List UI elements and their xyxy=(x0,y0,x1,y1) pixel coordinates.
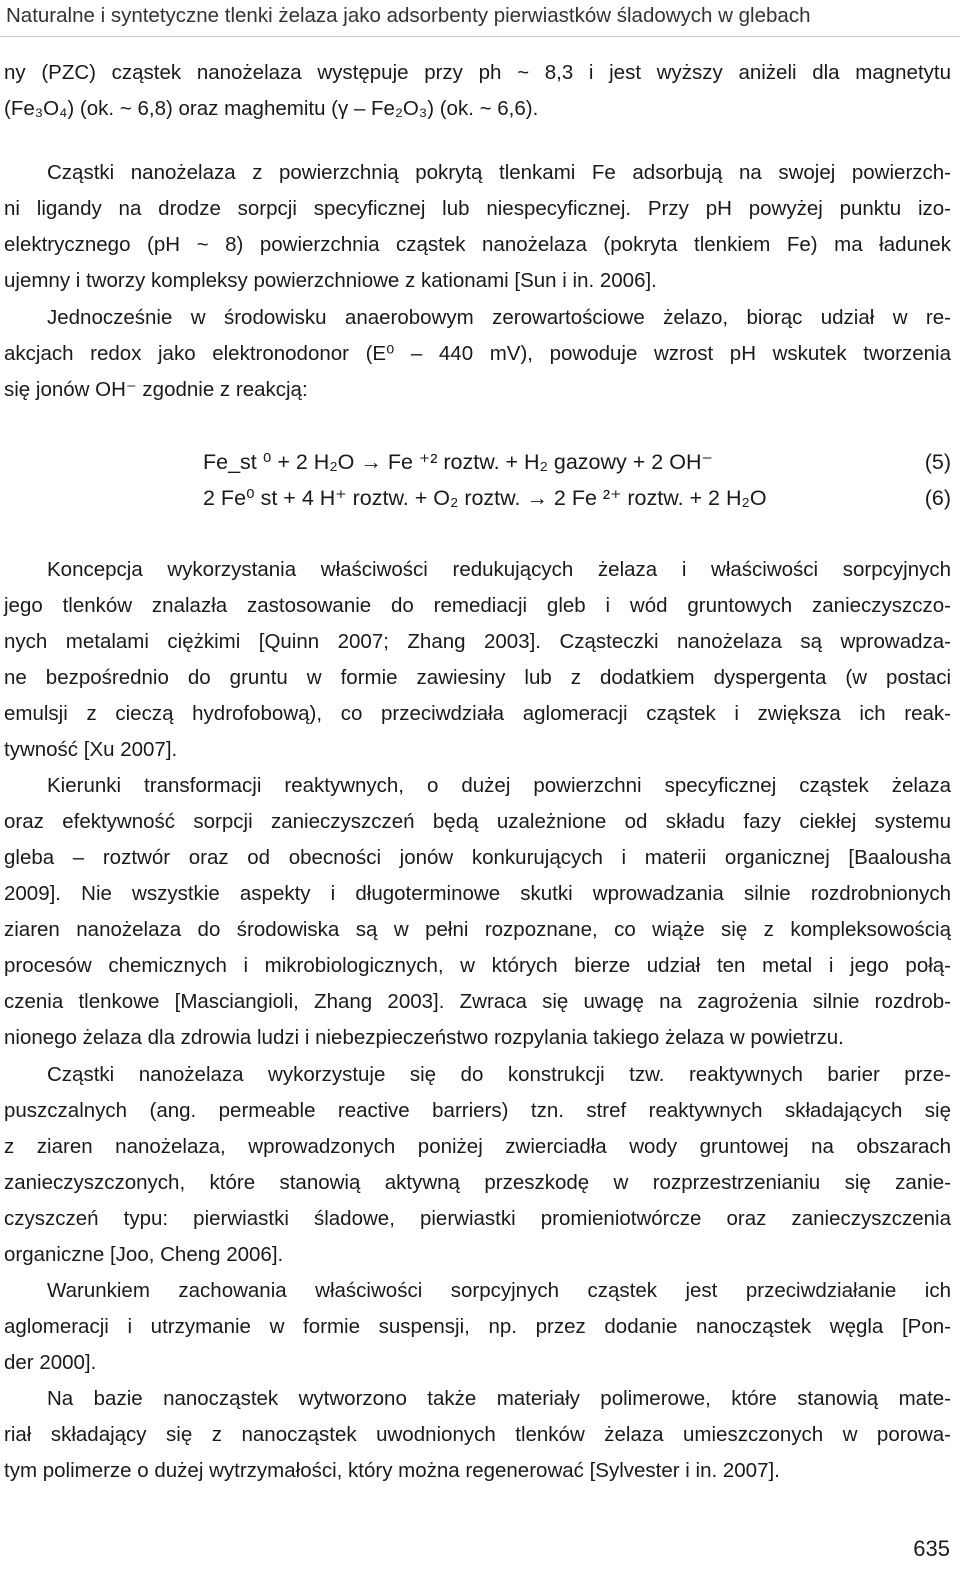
text-line: Warunkiem zachowania właściwości sorpcyjnych cząstek jest przeciwdziałanie ich xyxy=(47,1279,951,1302)
text-line: ny (PZC) cząstek nanożelaza występuje przy ph ~ 8,3 i jest wyższy aniżeli dla magnetytu xyxy=(4,61,951,84)
text-line: procesów chemicznych i mikrobiologicznych, w których bierze udział ten metal i jego połą- xyxy=(4,954,951,977)
text-line: aglomeracji i utrzymanie w formie suspensji, np. przez dodanie nanocząstek węgla [Pon- xyxy=(4,1315,951,1338)
equation-number-5: (5) xyxy=(924,450,951,474)
text-line: się jonów OH⁻ zgodnie z reakcją: xyxy=(4,378,308,401)
text-line: Cząstki nanożelaza z powierzchnią pokrytą tlenkami Fe adsorbują na swojej powierzch- xyxy=(47,161,951,184)
text-line: 2009]. Nie wszystkie aspekty i długoterminowe skutki wprowadzania silnie rozdrobnionych xyxy=(4,882,951,905)
text-line: nych metalami ciężkimi [Quinn 2007; Zhang 2003]. Cząsteczki nanożelaza są wprowadza- xyxy=(4,630,951,653)
text-line: tywność [Xu 2007]. xyxy=(4,738,178,761)
text-line: riał składający się z nanocząstek uwodnionych tlenków żelaza umieszczonych w porowa- xyxy=(4,1423,951,1446)
text-line: emulsji z cieczą hydrofobową), co przeciwdziała aglomeracji cząstek i zwiększa ich reak- xyxy=(4,702,951,725)
text-line: organiczne [Joo, Cheng 2006]. xyxy=(4,1243,284,1266)
text-line: puszczalnych (ang. permeable reactive barriers) tzn. stref reaktywnych składających się xyxy=(4,1099,951,1122)
text-line: Jednocześnie w środowisku anaerobowym zerowartościowe żelazo, biorąc udział w re- xyxy=(47,306,951,329)
text-line: ne bezpośrednio do gruntu w formie zawiesiny lub z dodatkiem dyspergenta (w postaci xyxy=(4,666,951,689)
running-header xyxy=(0,0,960,37)
running-title: Naturalne i syntetyczne tlenki żelaza jako adsorbenty pierwiastków śladowych w glebach xyxy=(6,4,811,27)
text-line: oraz efektywność sorpcji zanieczyszczeń będą uzależnione od składu fazy ciekłej systemu xyxy=(4,810,951,833)
text-line: z ziaren nanożelaza, wprowadzonych poniżej zwierciadła wody gruntowej na obszarach xyxy=(4,1135,951,1158)
text-line: czenia tlenkowe [Masciangioli, Zhang 2003]. Zwraca się uwagę na zagrożenia silnie rozdrob- xyxy=(4,990,951,1013)
text-line: nionego żelaza dla zdrowia ludzi i niebezpieczeństwo rozpylania takiego żelaza w powietrzu. xyxy=(4,1026,844,1049)
text-line: ziaren nanożelaza do środowiska są w pełni rozpoznane, co wiąże się z kompleksowością xyxy=(4,918,951,941)
text-line: elektrycznego (pH ~ 8) powierzchnia cząstek nanożelaza (pokryta tlenkiem Fe) ma ładunek xyxy=(4,233,951,256)
text-line: akcjach redox jako elektronodonor (E⁰ – 440 mV), powoduje wzrost pH wskutek tworzenia xyxy=(4,342,951,365)
page-number: 635 xyxy=(913,1536,950,1561)
text-line: gleba – roztwór oraz od obecności jonów konkurujących i materii organicznej [Baalousha xyxy=(4,846,951,869)
text-line: Koncepcja wykorzystania właściwości redukujących żelaza i właściwości sorpcyjnych xyxy=(47,558,951,581)
text-line: zanieczyszczonych, które stanowią aktywną przeszkodę w rozprzestrzenianiu się zanie- xyxy=(4,1171,951,1194)
text-line: czyszczeń typu: pierwiastki śladowe, pierwiastki promieniotwórcze oraz zanieczyszczenia xyxy=(4,1207,951,1230)
equation-5: Fe_st ⁰ + 2 H₂O → Fe ⁺² roztw. + H₂ gazowy + 2 OH⁻ xyxy=(203,450,713,474)
equation-6: 2 Fe⁰ st + 4 H⁺ roztw. + O₂ roztw. → 2 Fe ²⁺ roztw. + 2 H₂O xyxy=(203,486,767,510)
text-line: ni ligandy na drodze sorpcji specyficznej lub niespecyficznej. Przy pH powyżej punktu izo- xyxy=(4,197,951,220)
text-line: Kierunki transformacji reaktywnych, o dużej powierzchni specyficznej cząstek żelaza xyxy=(47,774,951,797)
text-line: (Fe₃O₄) (ok. ~ 6,8) oraz maghemitu (γ – Fe₂O₃) (ok. ~ 6,6). xyxy=(4,97,539,120)
text-line: Na bazie nanocząstek wytworzono także materiały polimerowe, które stanowią mate- xyxy=(47,1387,951,1410)
text-line: Cząstki nanożelaza wykorzystuje się do konstrukcji tzw. reaktywnych barier prze- xyxy=(47,1063,951,1086)
equation-number-6: (6) xyxy=(924,486,951,510)
text-line: jego tlenków znalazła zastosowanie do remediacji gleb i wód gruntowych zanieczyszczo- xyxy=(4,594,951,617)
text-line: tym polimerze o dużej wytrzymałości, który można regenerować [Sylvester i in. 2007]. xyxy=(4,1459,780,1482)
text-line: der 2000]. xyxy=(4,1351,97,1374)
text-line: ujemny i tworzy kompleksy powierzchniowe z kationami [Sun i in. 2006]. xyxy=(4,269,657,292)
